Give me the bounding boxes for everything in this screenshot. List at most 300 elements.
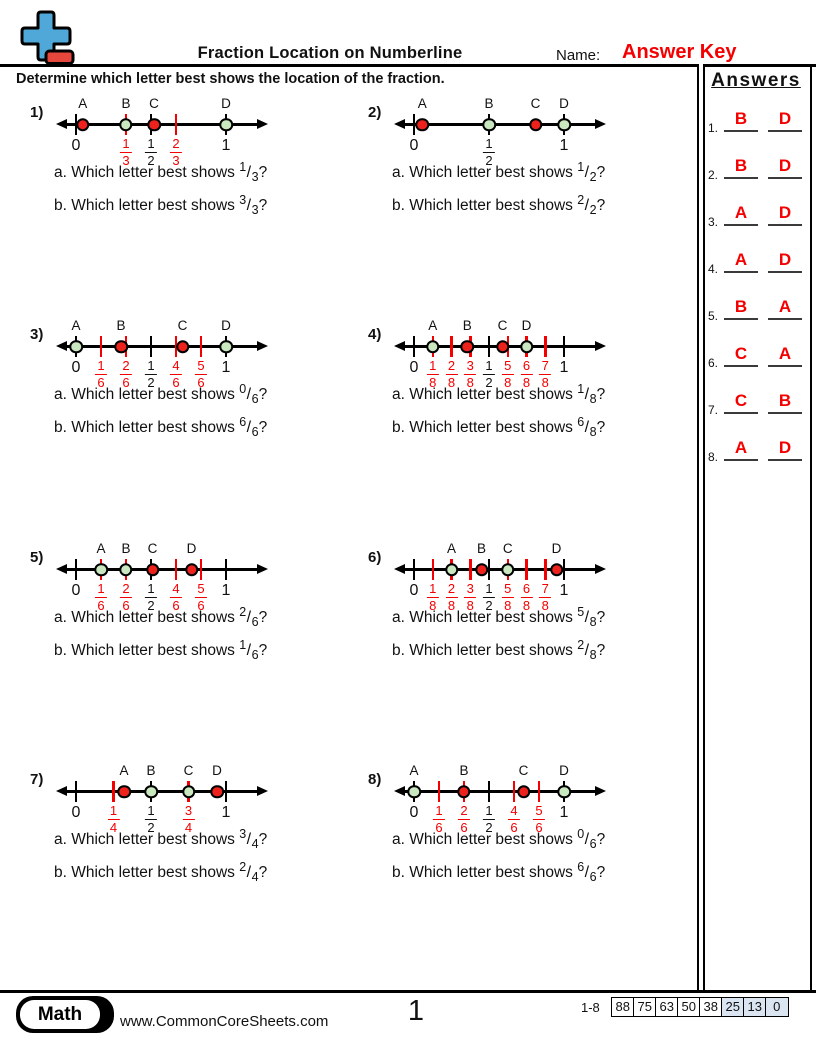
question-line: [392, 860, 606, 884]
fraction-numerator: 2: [445, 359, 457, 375]
question-text: a. Which letter best shows: [392, 609, 578, 626]
tick-mark: [200, 336, 203, 357]
tick-mark: [432, 559, 435, 580]
point-letter: A: [409, 763, 419, 778]
point-dot: [475, 563, 489, 577]
fraction-numerator: 1: [95, 359, 107, 375]
point-letter: C: [183, 763, 194, 778]
fraction-numerator: 2: [458, 804, 470, 820]
problem: [28, 320, 363, 530]
point-dot: [501, 563, 515, 577]
point-dot: [557, 118, 571, 132]
question-fraction-denominator: 6: [589, 869, 597, 884]
point-dot: [517, 785, 531, 799]
fraction-slash-icon: /: [584, 642, 590, 659]
fraction-denominator: 6: [460, 820, 468, 836]
question-fraction-numerator: 0: [239, 382, 247, 396]
score-cell: 13: [743, 997, 767, 1017]
answer-slot: [724, 390, 758, 414]
website-url: www.CommonCoreSheets.com: [120, 1013, 329, 1030]
question-suffix: ?: [258, 386, 268, 403]
tick-mark: [75, 559, 78, 580]
question-line: [54, 827, 268, 851]
fraction-denominator: 3: [122, 153, 130, 169]
question-text: b. Which letter best shows: [54, 864, 240, 881]
answer-number: 3.: [708, 215, 719, 229]
answer-letter: D: [778, 250, 792, 269]
tick-mark: [469, 559, 472, 580]
question-text: b. Which letter best shows: [392, 642, 578, 659]
question-fraction-denominator: 6: [251, 614, 259, 629]
question-line: [54, 860, 268, 884]
answer-underline: [768, 459, 802, 461]
problem-number: 1): [30, 104, 44, 121]
math-badge: [16, 996, 114, 1033]
point-dot: [457, 785, 471, 799]
answer-slot: [768, 437, 802, 461]
answer-row: [706, 390, 810, 432]
point-letter: C: [530, 96, 541, 111]
fraction-numerator: 1: [145, 137, 157, 153]
fraction-numerator: 1: [145, 804, 157, 820]
problem: [366, 765, 701, 975]
question-line: [392, 638, 606, 662]
tick-label: 1: [221, 137, 231, 154]
fraction-denominator: 8: [541, 598, 549, 614]
point-letter: D: [521, 318, 532, 333]
point-dot: [76, 118, 90, 132]
question-suffix: ?: [596, 419, 606, 436]
answer-row: [706, 437, 810, 479]
tick-mark: [413, 559, 416, 580]
answer-row: [706, 202, 810, 244]
answer-slot: [768, 390, 802, 414]
point-letter: D: [559, 763, 569, 778]
fraction-numerator: 4: [508, 804, 520, 820]
name-label: Name:: [556, 47, 601, 64]
answer-underline: [768, 365, 802, 367]
point-letter: C: [502, 541, 513, 556]
fraction-denominator: 6: [510, 820, 518, 836]
answer-slot: [768, 296, 802, 320]
tick-mark: [100, 336, 103, 357]
question-suffix: ?: [596, 864, 606, 881]
answer-letter: A: [778, 344, 792, 363]
fraction-denominator: 2: [147, 820, 155, 836]
score-cell: 63: [655, 997, 679, 1017]
number-line: [58, 98, 303, 172]
problem-number: 3): [30, 326, 44, 343]
fraction-numerator: 1: [483, 137, 495, 153]
point-dot: [119, 563, 133, 577]
question-line: [54, 638, 268, 662]
answer-slot: [768, 249, 802, 273]
fraction-numerator: 6: [520, 359, 532, 375]
fraction-numerator: 7: [539, 582, 551, 598]
question-line: [392, 160, 606, 184]
fraction-numerator: 1: [427, 582, 439, 598]
question-text: a. Which letter best shows: [54, 386, 240, 403]
left-arrow-icon: [56, 341, 67, 351]
fraction-denominator: 4: [109, 820, 118, 836]
minus-icon: [46, 51, 73, 64]
question-text: a. Which letter best shows: [54, 164, 240, 181]
point-letter: D: [221, 96, 231, 111]
tick-label: 0: [71, 582, 81, 599]
answer-underline: [768, 130, 802, 132]
number-line: [58, 320, 303, 394]
tick-mark: [544, 559, 547, 580]
fraction-numerator: 1: [483, 359, 495, 375]
question-text: a. Which letter best shows: [54, 609, 240, 626]
point-dot: [210, 785, 224, 799]
point-dot: [94, 563, 108, 577]
fraction-numerator: 4: [170, 582, 182, 598]
point-dot: [69, 340, 83, 354]
fraction-denominator: 6: [97, 598, 105, 614]
answer-underline: [768, 177, 802, 179]
left-arrow-icon: [56, 119, 67, 129]
point-letter: B: [146, 763, 156, 778]
answer-letter: C: [734, 344, 748, 363]
fraction-denominator: 8: [541, 375, 549, 391]
tick-label: 0: [409, 582, 419, 599]
fraction-numerator: 5: [502, 582, 514, 598]
point-letter: C: [149, 96, 159, 111]
question-suffix: ?: [596, 642, 606, 659]
left-arrow-icon: [394, 564, 405, 574]
question-suffix: ?: [258, 419, 268, 436]
question-fraction-denominator: 8: [589, 614, 597, 629]
tick-mark: [112, 781, 115, 802]
answer-slot: [768, 108, 802, 132]
question-text: a. Which letter best shows: [392, 831, 578, 848]
question-suffix: ?: [596, 609, 606, 626]
fraction-numerator: 1: [483, 582, 495, 598]
question-suffix: ?: [258, 197, 268, 214]
question-fraction-denominator: 8: [589, 647, 597, 662]
tick-label: 1: [559, 359, 569, 376]
answer-slot: [724, 155, 758, 179]
fraction-numerator: 4: [170, 359, 182, 375]
number-line: [396, 543, 641, 617]
point-letter: D: [186, 541, 197, 556]
point-letter: D: [551, 541, 562, 556]
point-letter: C: [147, 541, 158, 556]
answer-letter: A: [734, 250, 748, 269]
fraction-numerator: 1: [95, 582, 107, 598]
fraction-denominator: 8: [447, 375, 456, 391]
point-letter: C: [177, 318, 188, 333]
answer-letter: B: [778, 391, 792, 410]
tick-mark: [488, 781, 491, 802]
point-letter: B: [476, 541, 487, 556]
fraction-denominator: 6: [172, 375, 180, 391]
question-fraction-numerator: 2: [577, 638, 585, 652]
point-dot: [219, 340, 233, 354]
fraction-denominator: 8: [522, 598, 531, 614]
question-suffix: ?: [596, 197, 606, 214]
answer-row: [706, 249, 810, 291]
problem-number: 7): [30, 771, 44, 788]
tick-label: 1: [221, 582, 231, 599]
question-line: [392, 382, 606, 406]
point-dot: [182, 785, 196, 799]
fraction-denominator: 2: [485, 153, 493, 169]
answer-number: 7.: [708, 403, 719, 417]
point-letter: C: [518, 763, 529, 778]
point-dot: [119, 118, 133, 132]
tick-label: 1: [559, 582, 569, 599]
tick-mark: [488, 336, 491, 357]
fraction-numerator: 5: [195, 359, 207, 375]
problem-number: 4): [368, 326, 382, 343]
fraction-denominator: 6: [197, 375, 205, 391]
tick-mark: [175, 559, 178, 580]
tick-mark: [563, 336, 566, 357]
fraction-denominator: 8: [447, 598, 456, 614]
point-letter: A: [78, 96, 88, 111]
point-letter: D: [221, 318, 231, 333]
problem-number: 5): [30, 549, 44, 566]
point-letter: B: [459, 763, 469, 778]
point-dot: [117, 785, 131, 799]
answer-letter: B: [734, 297, 748, 316]
question-line: [54, 605, 268, 629]
score-range-label: 1-8: [581, 1000, 600, 1015]
question-fraction-denominator: 3: [251, 169, 259, 184]
question-fraction-numerator: 1: [239, 160, 247, 174]
point-dot: [520, 340, 534, 354]
answers-title: Answers: [711, 70, 801, 91]
question-suffix: ?: [258, 609, 268, 626]
problem: [28, 543, 363, 753]
answer-number: 4.: [708, 262, 719, 276]
fraction-slash-icon: /: [584, 831, 590, 848]
point-letter: A: [446, 541, 457, 556]
question-line: [392, 827, 606, 851]
fraction-numerator: 2: [170, 137, 182, 153]
point-dot: [146, 563, 160, 577]
point-letter: A: [71, 318, 81, 333]
question-text: b. Which letter best shows: [54, 197, 240, 214]
problem: [366, 543, 701, 753]
score-cell: 50: [677, 997, 701, 1017]
point-letter: B: [116, 318, 126, 333]
fraction-denominator: 8: [504, 598, 512, 614]
question-fraction-denominator: 4: [251, 836, 259, 851]
answer-slot: [724, 343, 758, 367]
question-fraction-numerator: 1: [577, 382, 585, 396]
fraction-denominator: 8: [522, 375, 531, 391]
fraction-slash-icon: /: [584, 164, 590, 181]
fraction-slash-icon: /: [584, 419, 590, 436]
score-cell: 75: [633, 997, 657, 1017]
fraction-numerator: 2: [445, 582, 457, 598]
answer-letter: D: [778, 156, 792, 175]
right-arrow-icon: [595, 119, 606, 129]
answer-letter: B: [734, 156, 748, 175]
fraction-slash-icon: /: [246, 864, 252, 881]
right-arrow-icon: [257, 786, 268, 796]
number-line: [396, 320, 641, 394]
score-cell: 88: [611, 997, 635, 1017]
answer-letter: A: [778, 297, 792, 316]
fraction-denominator: 6: [535, 820, 543, 836]
answer-key-label: Answer Key: [622, 41, 737, 63]
question-fraction-denominator: 8: [589, 424, 597, 439]
answer-letter: C: [734, 391, 748, 410]
question-fraction-denominator: 6: [251, 391, 259, 406]
tick-mark: [450, 336, 453, 357]
left-arrow-icon: [56, 564, 67, 574]
question-line: [392, 415, 606, 439]
right-arrow-icon: [257, 564, 268, 574]
question-suffix: ?: [258, 864, 268, 881]
question-text: a. Which letter best shows: [54, 831, 240, 848]
fraction-slash-icon: /: [584, 609, 590, 626]
question-fraction-numerator: 6: [577, 415, 585, 429]
fraction-slash-icon: /: [584, 864, 590, 881]
fraction-slash-icon: /: [246, 197, 252, 214]
answer-slot: [768, 343, 802, 367]
tick-mark: [225, 781, 228, 802]
fraction-numerator: 5: [533, 804, 545, 820]
answer-number: 8.: [708, 450, 719, 464]
question-fraction-denominator: 6: [251, 647, 259, 662]
fraction-denominator: 6: [122, 598, 130, 614]
tick-label: 0: [71, 804, 81, 821]
answer-letter: D: [778, 438, 792, 457]
question-fraction-denominator: 6: [589, 836, 597, 851]
answer-slot: [768, 202, 802, 226]
fraction-denominator: 8: [429, 598, 437, 614]
point-dot: [461, 340, 475, 354]
question-text: b. Which letter best shows: [392, 197, 578, 214]
fraction-slash-icon: /: [246, 386, 252, 403]
point-letter: A: [428, 318, 438, 333]
question-line: [54, 193, 268, 217]
math-badge-label: Math: [20, 1000, 100, 1029]
point-dot: [529, 118, 543, 132]
point-dot: [185, 563, 199, 577]
point-letter: B: [121, 541, 131, 556]
point-dot: [219, 118, 233, 132]
plus-minus-icon: [18, 10, 76, 66]
point-letter: A: [417, 96, 427, 111]
fraction-denominator: 8: [466, 598, 474, 614]
left-arrow-icon: [394, 119, 405, 129]
footer-divider: [0, 990, 816, 993]
question-fraction-numerator: 3: [239, 193, 247, 207]
fraction-numerator: 1: [433, 804, 445, 820]
fraction-numerator: 3: [464, 359, 476, 375]
question-suffix: ?: [596, 386, 606, 403]
problem-number: 6): [368, 549, 382, 566]
point-dot: [426, 340, 440, 354]
right-arrow-icon: [595, 786, 606, 796]
question-suffix: ?: [596, 831, 606, 848]
fraction-slash-icon: /: [246, 609, 252, 626]
answer-slot: [724, 202, 758, 226]
right-arrow-icon: [595, 341, 606, 351]
fraction-numerator: 6: [520, 582, 532, 598]
question-suffix: ?: [258, 164, 268, 181]
point-dot: [407, 785, 421, 799]
right-arrow-icon: [257, 119, 268, 129]
question-fraction-denominator: 8: [589, 391, 597, 406]
point-letter: B: [462, 318, 472, 333]
problem: [28, 765, 363, 975]
tick-mark: [150, 336, 153, 357]
fraction-denominator: 8: [466, 375, 474, 391]
fraction-denominator: 6: [122, 375, 130, 391]
answer-slot: [724, 296, 758, 320]
answer-underline: [724, 412, 758, 414]
fraction-numerator: 1: [120, 137, 132, 153]
question-suffix: ?: [258, 831, 268, 848]
question-line: [392, 193, 606, 217]
number-line: [58, 765, 303, 839]
question-text: a. Which letter best shows: [392, 386, 578, 403]
answer-underline: [768, 224, 802, 226]
answer-letter: D: [778, 203, 792, 222]
answer-slot: [724, 108, 758, 132]
fraction-denominator: 2: [147, 375, 155, 391]
tick-mark: [175, 114, 178, 135]
question-line: [54, 160, 268, 184]
fraction-denominator: 8: [504, 375, 512, 391]
number-line: [396, 98, 641, 172]
fraction-numerator: 2: [120, 582, 132, 598]
question-fraction-numerator: 5: [577, 605, 585, 619]
point-dot: [557, 785, 571, 799]
problem-number: 8): [368, 771, 382, 788]
right-arrow-icon: [595, 564, 606, 574]
question-fraction-numerator: 0: [577, 827, 585, 841]
fraction-numerator: 1: [107, 804, 119, 820]
tick-label: 1: [559, 137, 569, 154]
fraction-numerator: 1: [145, 582, 157, 598]
answer-row: [706, 343, 810, 385]
tick-label: 0: [409, 137, 419, 154]
answer-underline: [724, 177, 758, 179]
fraction-denominator: 2: [485, 598, 493, 614]
question-line: [392, 605, 606, 629]
fraction-numerator: 1: [427, 359, 439, 375]
score-cell: 0: [765, 997, 789, 1017]
fraction-denominator: 6: [172, 598, 180, 614]
answer-underline: [724, 130, 758, 132]
question-fraction-numerator: 2: [577, 193, 585, 207]
page-right-border: [810, 64, 812, 991]
tick-mark: [538, 781, 541, 802]
answer-number: 5.: [708, 309, 719, 323]
fraction-denominator: 2: [485, 375, 493, 391]
problem: [28, 98, 363, 308]
answer-row: [706, 296, 810, 338]
problem: [366, 98, 701, 308]
fraction-numerator: 5: [502, 359, 514, 375]
answer-underline: [724, 318, 758, 320]
tick-mark: [438, 781, 441, 802]
question-fraction-numerator: 2: [239, 860, 247, 874]
question-fraction-denominator: 2: [589, 202, 597, 217]
fraction-numerator: 5: [195, 582, 207, 598]
tick-mark: [200, 559, 203, 580]
fraction-slash-icon: /: [246, 419, 252, 436]
tick-label: 0: [409, 359, 419, 376]
